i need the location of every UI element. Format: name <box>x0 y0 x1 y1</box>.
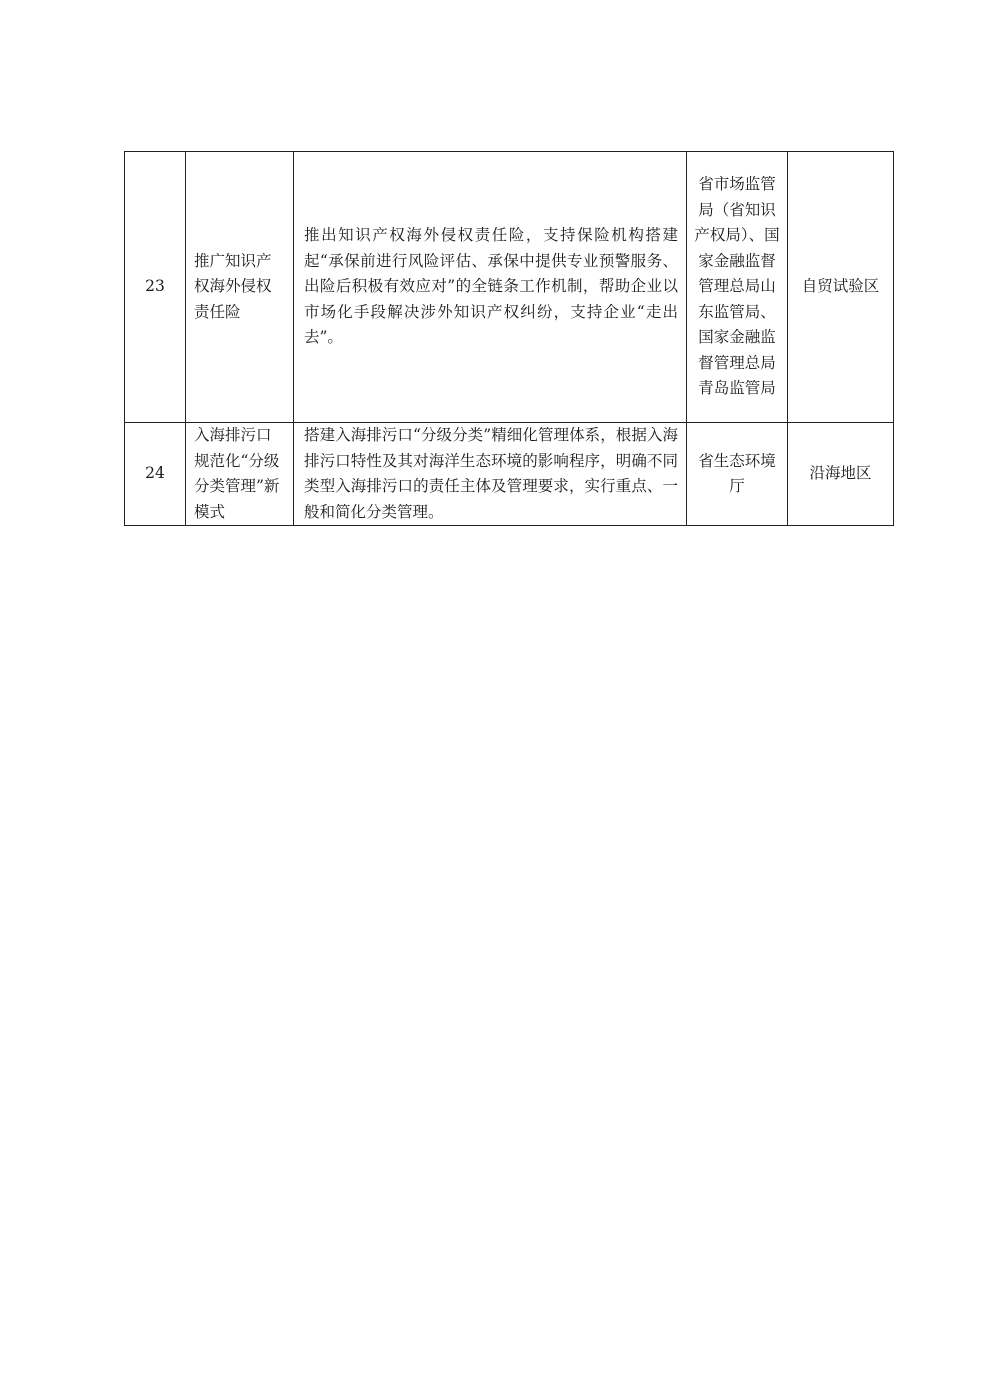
table-row <box>125 423 894 526</box>
implementation-region: 自贸试验区 <box>788 152 894 423</box>
row-number: 23 <box>125 152 186 423</box>
measure-title: 入海排污口规范化“分级分类管理”新模式 <box>186 423 294 526</box>
measure-description: 推出知识产权海外侵权责任险，支持保险机构搭建起“承保前进行风险评估、承保中提供专业预警服务、出险后积极有效应对”的全链条工作机制，帮助企业以市场化手段解决涉外知识产权纠纷，支持企业“走出去”。 <box>294 152 687 423</box>
measure-title: 推广知识产权海外侵权责任险 <box>186 152 294 423</box>
measures-table <box>124 151 894 526</box>
table-row <box>125 152 894 423</box>
measure-description: 搭建入海排污口“分级分类”精细化管理体系，根据入海排污口特性及其对海洋生态环境的影响程序，明确不同类型入海排污口的责任主体及管理要求，实行重点、一般和简化分类管理。 <box>294 423 687 526</box>
responsible-department: 省市场监管局（省知识产权局）、国家金融监督管理总局山东监管局、国家金融监督管理总局青岛监管局 <box>687 152 788 423</box>
responsible-department: 省生态环境厅 <box>687 423 788 526</box>
row-number: 24 <box>125 423 186 526</box>
implementation-region: 沿海地区 <box>788 423 894 526</box>
